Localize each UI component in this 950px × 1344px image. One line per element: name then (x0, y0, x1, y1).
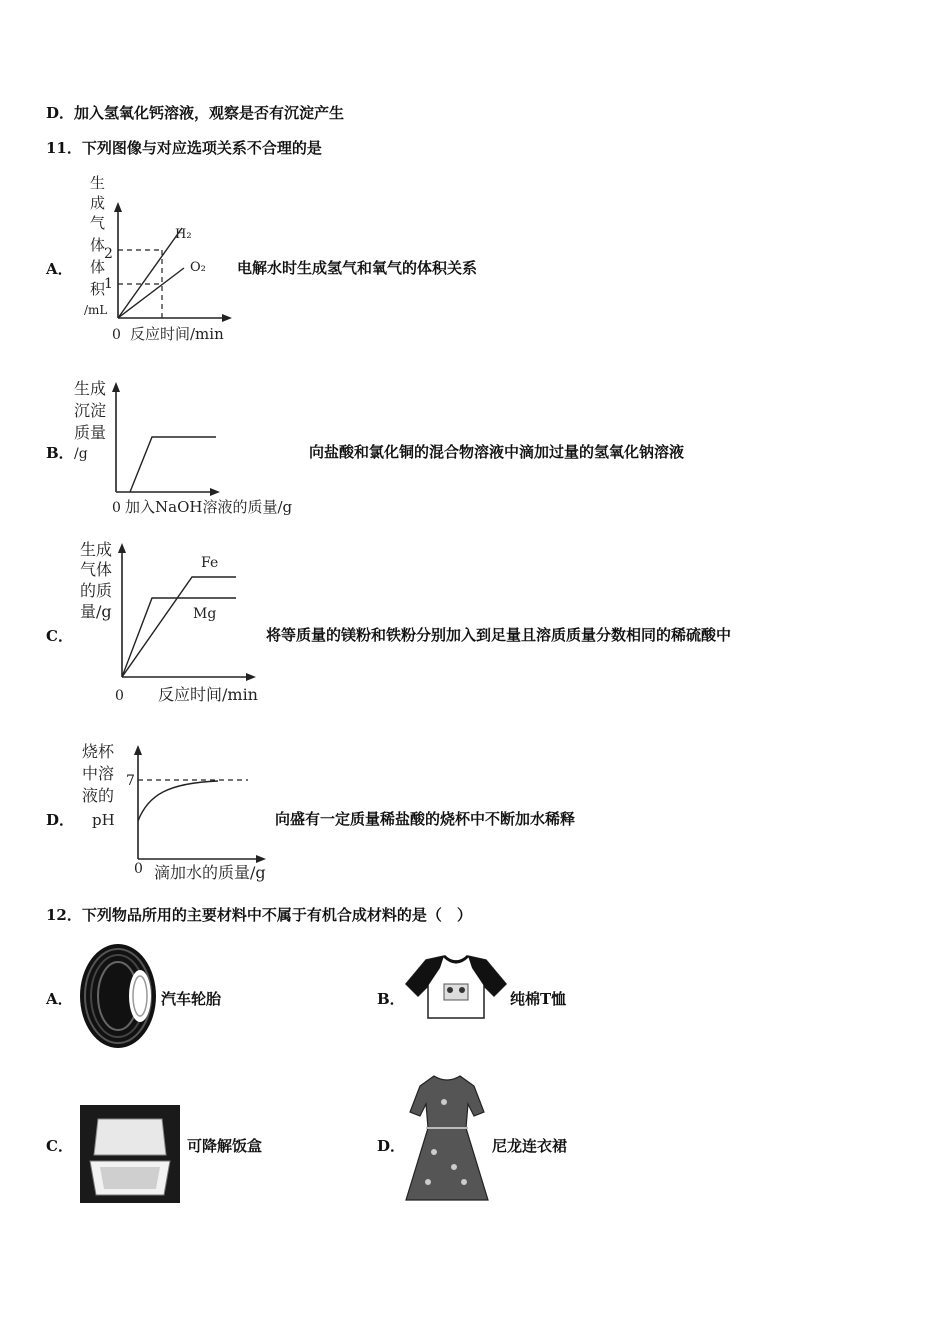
graph-b-origin: 0 (112, 500, 121, 516)
graph-b-ylabel-1: 沉淀 (74, 401, 107, 420)
q12-option-c-label: C． (46, 1137, 73, 1155)
q12-option-a-name: 汽车轮胎 (161, 990, 222, 1008)
graph-c-ylabel-0: 生成 (80, 540, 113, 559)
prev-option-d: D．加入氢氧化钙溶液，观察是否有沉淀产生 (46, 104, 345, 122)
graph-b-ylabel-2: 质量 (74, 423, 107, 442)
graph-c-ylabel-1: 气体 (80, 560, 113, 579)
tire-image (78, 942, 160, 1050)
graph-d-ylabel-3: pH (92, 811, 115, 829)
graph-d-ph-curve (138, 781, 218, 821)
q11-graph-b (70, 372, 310, 520)
q11-option-a-desc: 电解水时生成氢气和氧气的体积关系 (237, 259, 478, 277)
q11-option-c-label: C． (46, 627, 73, 645)
q11-option-d-label: D． (46, 811, 75, 829)
graph-a-ylabel-2: 气 (90, 214, 106, 232)
q12-option-b-label: B． (377, 990, 405, 1008)
graph-a-ytick-2: 2 (104, 246, 113, 262)
q11-graph-c (76, 535, 266, 707)
graph-a-ylabel-6: /mL (84, 303, 108, 317)
q12-option-d-label: D． (377, 1137, 406, 1155)
q12-stem: 12．下列物品所用的主要材料中不属于有机合成材料的是（ ） (46, 906, 472, 924)
graph-d-ylabel-2: 液的 (82, 786, 115, 805)
graph-b-ylabel-0: 生成 (74, 379, 107, 398)
graph-c-mg-line (122, 598, 236, 677)
graph-a-series-o2: O₂ (190, 260, 206, 275)
graph-a-h2-line (118, 228, 182, 318)
graph-a-ylabel-0: 生 (90, 174, 106, 192)
graph-d-ytick-7: 7 (126, 773, 135, 789)
q11-graph-d (76, 737, 276, 885)
graph-c-series-fe: Fe (201, 555, 219, 571)
q11-graph-a (72, 168, 242, 348)
graph-a-o2-line (118, 268, 184, 318)
dress-image (404, 1072, 490, 1206)
q11-option-c-desc: 将等质量的镁粉和铁粉分别加入到足量且溶质质量分数相同的稀硫酸中 (266, 626, 732, 644)
graph-d-ylabel-1: 中溶 (82, 764, 115, 783)
graph-a-series-h2: H₂ (175, 227, 192, 242)
graph-a-ylabel-4: 体 (90, 258, 106, 276)
graph-d-origin: 0 (134, 861, 143, 877)
graph-a-origin: 0 (112, 327, 121, 343)
graph-b-ylabel-3: /g (74, 446, 88, 462)
q12-option-a-label: A． (46, 990, 73, 1008)
graph-c-fe-line (122, 577, 236, 677)
graph-c-series-mg: Mg (193, 606, 217, 622)
graph-a-xlabel: 反应时间/min (130, 325, 224, 343)
q12-option-c-name: 可降解饭盒 (187, 1137, 263, 1155)
q11-option-b-label: B． (46, 444, 74, 462)
graph-c-ylabel-3: 量/g (80, 602, 112, 621)
graph-b-precipitate-line (130, 437, 216, 492)
graph-c-ylabel-2: 的质 (80, 581, 113, 600)
lunchbox-image (80, 1105, 180, 1203)
graph-d-ylabel-0: 烧杯 (82, 742, 115, 761)
q11-option-b-desc: 向盐酸和氯化铜的混合物溶液中滴加过量的氢氧化钠溶液 (309, 443, 685, 461)
q11-stem: 11．下列图像与对应选项关系不合理的是 (46, 139, 322, 157)
q11-option-d-desc: 向盛有一定质量稀盐酸的烧杯中不断加水稀释 (275, 810, 576, 828)
graph-a-ylabel-5: 积 (90, 280, 106, 298)
graph-d-xlabel: 滴加水的质量/g (154, 863, 266, 882)
q12-option-d-name: 尼龙连衣裙 (492, 1137, 568, 1155)
q12-option-b-name: 纯棉T恤 (510, 990, 567, 1008)
graph-a-ylabel-1: 成 (90, 194, 106, 212)
q11-option-a-label: A． (46, 260, 73, 278)
graph-a-ylabel-3: 体 (90, 236, 106, 254)
graph-a-ytick-1: 1 (104, 276, 113, 292)
graph-c-origin: 0 (115, 688, 124, 704)
tshirt-image (404, 954, 508, 1024)
graph-c-xlabel: 反应时间/min (158, 685, 258, 704)
graph-b-xlabel: 加入NaOH溶液的质量/g (125, 498, 293, 516)
